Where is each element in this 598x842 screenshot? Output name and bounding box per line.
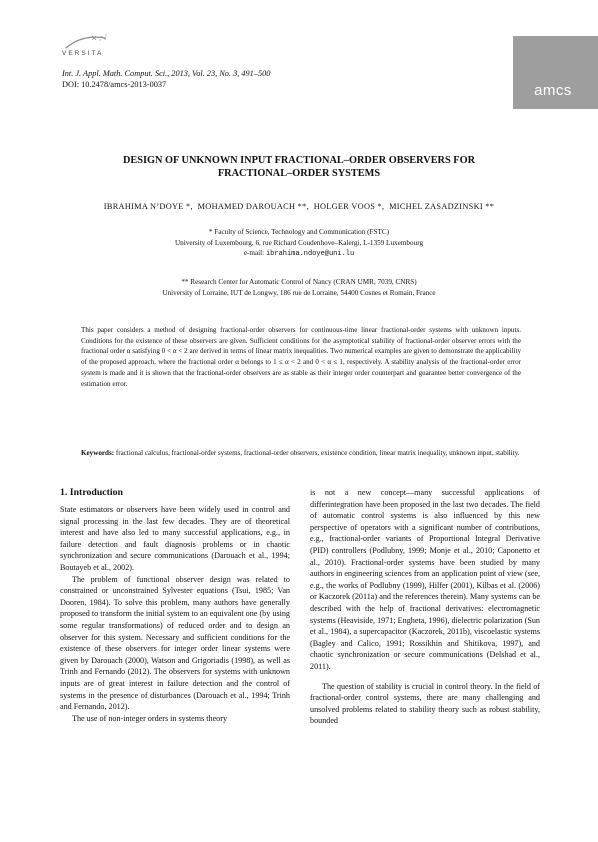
left-column	[60, 504, 290, 724]
doi-line: DOI: 10.2478/amcs-2013-0037	[62, 80, 167, 89]
paper-title	[60, 154, 538, 180]
right-column	[310, 487, 540, 727]
email-label: e-mail:	[243, 249, 265, 257]
affiliation-2-line-1: ** Research Center for Automatic Control of Nancy (CRAN UMR, 7039, CNRS)	[181, 278, 417, 286]
journal-tab-label: amcs	[534, 82, 572, 99]
paragraph: State estimators or observers have been widely used in control and signal processing in the last few decades. They are of theoretical interest and have also led to many successful applications, e.g., in failure detection and fault diagnosis problems or in chaotic synchronization and secure communications (Darouach et al., 1994; Boutayeb et al., 2002).	[60, 505, 290, 572]
affiliation-1-line-2: University of Luxembourg, 6, rue Richard Coudenhove–Kalergi, L-1359 Luxembourg	[174, 238, 424, 247]
journal-citation: Int. J. Appl. Math. Comput. Sci., 2013, Vol. 23, No. 3, 491–500	[62, 69, 271, 78]
title-line-1: DESIGN OF UNKNOWN INPUT FRACTIONAL–ORDER OBSERVERS FOR	[122, 155, 476, 166]
affiliation-2-line-2: University of Lorraine, IUT de Longwy, 186 rue de Lorraine, 54400 Cosnes et Romain, France	[162, 288, 436, 297]
affiliation-2	[60, 277, 538, 298]
title-line-2: FRACTIONAL–ORDER SYSTEMS	[217, 168, 381, 179]
author-list: IBRAHIMA N’DOYE *, MOHAMED DAROUACH **, HOLGER VOOS *, MICHEL ZASADZINSKI **	[103, 202, 495, 211]
author-3: HOLGER VOOS *	[313, 202, 382, 211]
keywords	[81, 448, 521, 459]
section-heading: 1. Introduction	[60, 487, 123, 498]
publisher-logo-text: VERSITA	[62, 50, 104, 57]
paragraph: The question of stability is crucial in control theory. In the field of fractional-order control systems, there are many challenging and unsolved problems related to stability theory such as robust stability, bounded	[310, 681, 540, 726]
abstract: This paper considers a method of designing fractional-order observers for continuous-time linear fractional-order systems with unknown inputs. Conditions for the existence of these observers are given. Sufficient conditions for the asymptotical stability of fractional-order observer errors with the fractional order α satisfying 0 < α < 2 are derived in terms of linear matrix inequalities. Two numerical examples are given to demonstrate the applicability of the proposed approach, where the fractional order α belongs to 1 ≤ α < 2 and 0 < α ≤ 1, respectively. A stability analysis of the fractional-order error system is made and it is shown that the fractional-order observers are as stable as their integer order counterpart and guarantee better convergence of the estimation error.	[81, 326, 521, 388]
author-4: MICHEL ZASADZINSKI **	[389, 202, 495, 211]
paragraph: The use of non-integer orders in systems theory	[72, 713, 228, 723]
author-1: IBRAHIMA N’DOYE *	[103, 202, 191, 211]
versita-logo-icon	[62, 32, 110, 52]
affiliation-1-line-1: * Faculty of Science, Technology and Communication (FSTC)	[208, 228, 390, 236]
author-2: MOHAMED DAROUACH **	[197, 202, 307, 211]
affiliation-1	[60, 227, 538, 260]
affiliation-1-email	[60, 248, 538, 260]
paragraph: The problem of functional observer design was related to constrained or unconstrained Sylvester equations (Tsui, 1985; Van Dooren, 1984). To solve this problem, many authors have generally proposed to transform the initial system to an equivalent one (by using some regular transformations) of reduced order and to design an observer for this system. Necessary and sufficient conditions for the existence of these observers for integer order linear systems were given by Darouach (2000), Watson and Grigoriadis (1998), as well as Trinh and Fernando (2012). The observers for systems with unknown inputs are of great interest in failure detection and the control of systems in the presence of disturbances (Darouach et al., 1994; Trinh and Fernando, 2012).	[60, 574, 290, 712]
paragraph: is not a new concept—many successful applications of differintegration have been proposed in the last two decades. The field of automatic control systems is also influenced by this new perspective of operators with a significant number of contributions, e.g., fractional-order variants of Proportional Integral Derivative (PID) controllers (Podlubny, 1999; Monje et al., 2010; Caponetto et al., 2010). Fractional-order systems have been studied by many authors in engineering sciences from an application point of view (see, e.g., the works of Podlubny (1999), Hilfer (2001), Kilbas et al. (2006) or Kaczorek (2011a) and the references therein). Many systems can be described with the help of fractional derivatives: electromagnetic systems (Heaviside, 1971; Engheta, 1996), dielectric polarization (Sun et al., 1984), a supercapacitor (Kaczorek, 2011b), viscoelastic systems (Bagley and Calico, 1991; Rossikhin and Shitikova, 1997), and chaotic synchronization or secure communications (Delshad et al., 2011).	[310, 488, 540, 671]
email-address[interactable]: ibrahima.ndoye@uni.lu	[265, 250, 355, 258]
keywords-label: Keywords:	[81, 449, 115, 457]
keywords-text: fractional calculus, fractional-order systems, fractional-order observers, existence condition, linear matrix inequality, unknown input, stability.	[115, 449, 520, 457]
